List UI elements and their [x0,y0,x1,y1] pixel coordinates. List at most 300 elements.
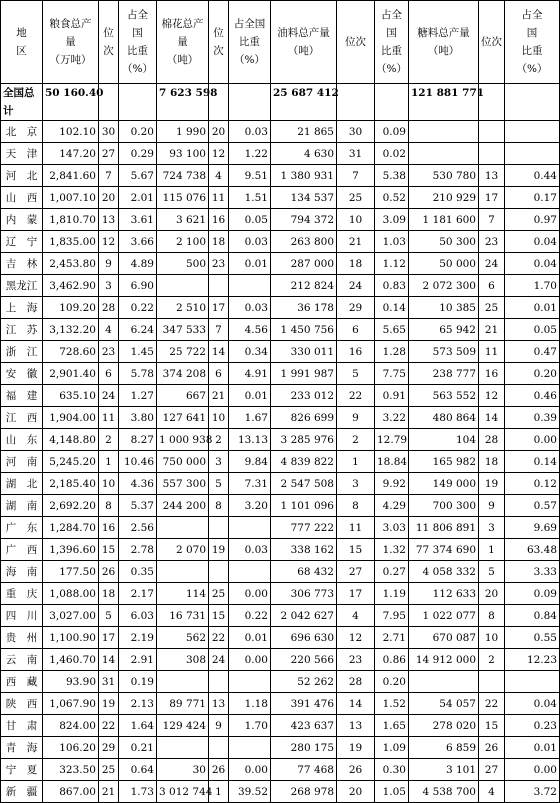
cell-sugar-share: 0.04 [505,693,560,715]
cell-cotton-output: 129 424 [157,715,209,737]
cell-grain-rank: 6 [99,363,119,385]
cell-cotton-output: 16 731 [157,605,209,627]
cell-sugar-rank: 2 [479,649,505,671]
cell-oil-share: 5.65 [375,319,409,341]
cell-cotton-share: 0.03 [229,539,271,561]
cell-grain-rank: 8 [99,495,119,517]
cell-sugar-output: 1 181 600 [409,209,479,231]
cell-oil-share: 1.09 [375,737,409,759]
cell-grain-output: 4,148.80 [43,429,99,451]
cell-grain-share: 3.80 [119,407,157,429]
cell-oil-share: 0.52 [375,187,409,209]
cell-oil-share: 9.92 [375,473,409,495]
cell-oil-rank: 23 [337,649,375,671]
cell-oil-rank: 14 [337,693,375,715]
cell-sugar-output: 6 859 [409,737,479,759]
cell-cotton-rank: 13 [209,693,229,715]
cell-region: 黑龙江 [1,275,43,297]
cell-cotton-share: 3.20 [229,495,271,517]
cell-oil-share: 4.29 [375,495,409,517]
cell-sugar-output: 4 538 700 [409,781,479,803]
cell-region: 新 疆 [1,781,43,803]
table-row [1,583,560,605]
cell-cotton-rank [209,275,229,297]
header-region: 地 区 [1,1,43,84]
cell-cotton-output: 93 100 [157,143,209,165]
cell-oil-output: 36 178 [271,297,337,319]
cell-sugar-rank: 7 [479,209,505,231]
cell-grain-output: 1,904.00 [43,407,99,429]
cell-oil-rank: 28 [337,671,375,693]
cell-region: 四 川 [1,605,43,627]
table-row [1,517,560,539]
cell-oil-rank: 16 [337,341,375,363]
cell-grain-share: 5.78 [119,363,157,385]
cell-cotton-output: 2 070 [157,539,209,561]
cell-grain-share: 2.56 [119,517,157,539]
cell-oil-output: 391 476 [271,693,337,715]
cell-grain-output: 1,100.90 [43,627,99,649]
table-row [1,781,560,803]
cell-cotton-rank: 23 [209,253,229,275]
cell-grain-share: 5.67 [119,165,157,187]
table-row [1,737,560,759]
cell-region: 辽 宁 [1,231,43,253]
header-oil-output: 油料总产量 （吨） [271,1,337,84]
table-row [1,231,560,253]
cell-grain-share: 1.73 [119,781,157,803]
table-row [1,473,560,495]
cell-grain-rank: 15 [99,539,119,561]
cell-grain-share: 6.24 [119,319,157,341]
cell-sugar-share: 12.23 [505,649,560,671]
cell-grain-share: 4.36 [119,473,157,495]
cell-sugar-share: 63.48 [505,539,560,561]
empty-cell [505,84,560,121]
cell-oil-rank: 13 [337,715,375,737]
cell-cotton-share: 0.00 [229,759,271,781]
cell-cotton-rank: 3 [209,451,229,473]
cell-cotton-rank: 17 [209,297,229,319]
cell-sugar-output [409,671,479,693]
cell-grain-share: 0.22 [119,297,157,319]
header-row [1,1,560,84]
cell-oil-output: 21 865 [271,121,337,143]
cell-oil-rank: 24 [337,275,375,297]
cell-cotton-share [229,737,271,759]
cell-oil-share: 1.65 [375,715,409,737]
table-row [1,385,560,407]
cell-cotton-share: 7.31 [229,473,271,495]
cell-region: 浙 江 [1,341,43,363]
cell-grain-output: 3,132.20 [43,319,99,341]
cell-cotton-output: 750 000 [157,451,209,473]
cell-grain-rank: 7 [99,165,119,187]
cell-cotton-share: 1.51 [229,187,271,209]
cell-sugar-output: 11 806 891 [409,517,479,539]
cell-grain-output: 3,462.90 [43,275,99,297]
cell-cotton-share: 0.22 [229,605,271,627]
cell-oil-rank: 12 [337,627,375,649]
cell-region: 山 东 [1,429,43,451]
cell-grain-output: 93.90 [43,671,99,693]
cell-grain-rank: 19 [99,693,119,715]
cell-grain-share: 3.66 [119,231,157,253]
cell-grain-output: 867.00 [43,781,99,803]
cell-sugar-share: 0.00 [505,759,560,781]
cell-cotton-rank: 18 [209,231,229,253]
cell-oil-share: 5.38 [375,165,409,187]
table-row [1,253,560,275]
cell-grain-rank: 21 [99,781,119,803]
header-oil-rank: 位次 [337,1,375,84]
cell-cotton-output: 1 000 938 [157,429,209,451]
cell-grain-output: 3,027.00 [43,605,99,627]
cell-cotton-share [229,517,271,539]
cell-oil-share: 1.05 [375,781,409,803]
cell-sugar-output: 65 942 [409,319,479,341]
cell-oil-rank: 26 [337,759,375,781]
cell-oil-share: 1.28 [375,341,409,363]
cell-grain-output: 1,007.10 [43,187,99,209]
cell-cotton-output: 25 722 [157,341,209,363]
cell-oil-rank: 3 [337,473,375,495]
cell-grain-rank: 18 [99,583,119,605]
cell-cotton-output: 89 771 [157,693,209,715]
cell-sugar-share [505,671,560,693]
cell-grain-output: 824.00 [43,715,99,737]
header-oil-share: 占全 国 比重 （%） [375,1,409,84]
cell-sugar-output: 238 777 [409,363,479,385]
cell-grain-rank: 28 [99,297,119,319]
cell-region: 山 西 [1,187,43,209]
cell-sugar-share: 0.01 [505,737,560,759]
cell-grain-share: 4.89 [119,253,157,275]
cell-oil-share: 1.03 [375,231,409,253]
cell-oil-output: 68 432 [271,561,337,583]
header-cotton-rank: 位 次 [209,1,229,84]
cell-cotton-share: 0.00 [229,583,271,605]
cell-sugar-share: 0.12 [505,473,560,495]
cell-oil-rank: 21 [337,231,375,253]
cell-cotton-output [157,671,209,693]
cell-cotton-output [157,737,209,759]
cell-grain-share: 2.17 [119,583,157,605]
cell-grain-rank: 4 [99,319,119,341]
cell-sugar-output: 112 633 [409,583,479,605]
cell-oil-output: 1 450 756 [271,319,337,341]
cell-sugar-rank: 23 [479,231,505,253]
cell-grain-rank: 14 [99,649,119,671]
cell-grain-share: 1.45 [119,341,157,363]
cell-sugar-rank: 28 [479,429,505,451]
cell-sugar-output: 149 000 [409,473,479,495]
cell-sugar-rank: 18 [479,451,505,473]
cell-sugar-output [409,121,479,143]
cell-oil-rank: 6 [337,319,375,341]
cell-cotton-rank: 20 [209,121,229,143]
cell-cotton-rank: 11 [209,187,229,209]
table-row [1,561,560,583]
header-grain-rank: 位 次 [99,1,119,84]
cell-oil-rank: 2 [337,429,375,451]
cell-region: 青 海 [1,737,43,759]
cell-sugar-output [409,143,479,165]
cell-oil-share: 0.14 [375,297,409,319]
cell-cotton-output: 562 [157,627,209,649]
cell-cotton-share [229,275,271,297]
cell-cotton-rank: 25 [209,583,229,605]
cell-oil-share: 0.02 [375,143,409,165]
cell-cotton-rank: 7 [209,319,229,341]
cell-grain-rank: 25 [99,759,119,781]
cell-oil-rank: 1 [337,451,375,473]
cell-oil-output: 777 222 [271,517,337,539]
cell-oil-rank: 19 [337,737,375,759]
cell-grain-rank: 30 [99,121,119,143]
cell-grain-share: 0.19 [119,671,157,693]
cell-sugar-output: 54 057 [409,693,479,715]
cell-cotton-share: 39.52 [229,781,271,803]
cell-sugar-output: 1 022 077 [409,605,479,627]
cell-sugar-rank: 19 [479,473,505,495]
cell-sugar-rank [479,671,505,693]
cell-oil-rank: 7 [337,165,375,187]
cell-oil-output: 268 978 [271,781,337,803]
table-row [1,539,560,561]
cell-cotton-output: 244 200 [157,495,209,517]
cell-sugar-rank: 13 [479,165,505,187]
cell-region: 安 徽 [1,363,43,385]
cell-cotton-share: 1.67 [229,407,271,429]
cell-cotton-rank: 5 [209,473,229,495]
cell-sugar-share: 0.01 [505,297,560,319]
table-row [1,407,560,429]
cell-cotton-output: 127 641 [157,407,209,429]
cell-grain-output: 1,810.70 [43,209,99,231]
cell-oil-share: 3.03 [375,517,409,539]
cell-oil-share: 1.32 [375,539,409,561]
empty-cell [375,84,409,121]
table-row [1,297,560,319]
cell-grain-rank: 12 [99,231,119,253]
cell-cotton-share: 0.01 [229,385,271,407]
cell-grain-output: 109.20 [43,297,99,319]
cell-oil-share: 1.52 [375,693,409,715]
table-row [1,319,560,341]
cell-cotton-output: 724 738 [157,165,209,187]
cell-sugar-share: 0.39 [505,407,560,429]
cell-sugar-rank [479,143,505,165]
cell-region: 天 津 [1,143,43,165]
cell-oil-rank: 11 [337,517,375,539]
cell-grain-rank: 22 [99,715,119,737]
cell-grain-rank: 26 [99,561,119,583]
cell-oil-rank: 15 [337,539,375,561]
cell-oil-share: 0.91 [375,385,409,407]
cell-sugar-rank: 17 [479,187,505,209]
cell-sugar-share: 0.05 [505,319,560,341]
cell-cotton-share: 0.03 [229,297,271,319]
cell-region: 广 西 [1,539,43,561]
cell-cotton-rank [209,517,229,539]
cell-sugar-rank: 16 [479,363,505,385]
cell-sugar-rank: 1 [479,539,505,561]
cell-cotton-output: 500 [157,253,209,275]
cell-sugar-share: 1.70 [505,275,560,297]
cell-cotton-output: 3 012 744 [157,781,209,803]
cell-cotton-rank [209,737,229,759]
cell-grain-rank: 20 [99,187,119,209]
cell-oil-share: 0.83 [375,275,409,297]
cell-sugar-rank: 14 [479,407,505,429]
cell-cotton-rank: 15 [209,605,229,627]
cell-grain-output: 1,460.70 [43,649,99,671]
cell-cotton-output: 557 300 [157,473,209,495]
table-row [1,209,560,231]
cell-grain-share: 1.27 [119,385,157,407]
cell-sugar-rank: 24 [479,253,505,275]
cell-oil-output: 423 637 [271,715,337,737]
cell-sugar-share: 0.20 [505,363,560,385]
cell-sugar-rank: 12 [479,385,505,407]
cell-cotton-rank: 21 [209,385,229,407]
cell-sugar-share: 0.14 [505,451,560,473]
table-row [1,143,560,165]
cell-oil-share: 0.20 [375,671,409,693]
cell-oil-output: 2 547 508 [271,473,337,495]
cell-grain-output: 2,692.20 [43,495,99,517]
cell-sugar-output: 700 300 [409,495,479,517]
cell-region: 重 庆 [1,583,43,605]
cell-grain-share: 8.27 [119,429,157,451]
table-row [1,649,560,671]
cell-oil-output: 826 699 [271,407,337,429]
cell-sugar-output: 165 982 [409,451,479,473]
cell-grain-output: 323.50 [43,759,99,781]
cell-oil-output: 280 175 [271,737,337,759]
header-cotton-output: 棉花总产 量 （吨） [157,1,209,84]
cell-grain-share: 1.64 [119,715,157,737]
cell-grain-share: 2.01 [119,187,157,209]
cell-oil-output: 4 630 [271,143,337,165]
cell-region: 北 京 [1,121,43,143]
cell-oil-output: 1 991 987 [271,363,337,385]
cell-sugar-rank: 20 [479,583,505,605]
cell-cotton-rank [209,671,229,693]
cell-oil-output: 3 285 976 [271,429,337,451]
cell-grain-share: 3.61 [119,209,157,231]
cell-region: 陕 西 [1,693,43,715]
cell-cotton-share: 0.01 [229,627,271,649]
cell-oil-output: 794 372 [271,209,337,231]
cell-cotton-output: 2 510 [157,297,209,319]
cell-region: 河 北 [1,165,43,187]
cell-region: 宁 夏 [1,759,43,781]
table-row [1,165,560,187]
cell-oil-share: 3.22 [375,407,409,429]
cell-grain-rank: 2 [99,429,119,451]
cell-sugar-rank: 15 [479,715,505,737]
empty-cell [229,84,271,121]
table-row [1,429,560,451]
cell-cotton-share: 1.70 [229,715,271,737]
cell-oil-share: 18.84 [375,451,409,473]
cell-cotton-rank: 24 [209,649,229,671]
header-sugar-output: 糖料总产量 （吨） [409,1,479,84]
cell-cotton-share: 13.13 [229,429,271,451]
cell-grain-rank: 24 [99,385,119,407]
cell-cotton-rank: 6 [209,363,229,385]
cell-cotton-output [157,517,209,539]
cell-oil-output: 4 839 822 [271,451,337,473]
cell-sugar-output: 50 300 [409,231,479,253]
cell-oil-output: 77 468 [271,759,337,781]
cell-sugar-rank: 22 [479,693,505,715]
total-sugar: 121 881 771 [409,84,479,121]
cell-grain-output: 1,088.00 [43,583,99,605]
cell-oil-output: 52 262 [271,671,337,693]
cell-cotton-share [229,561,271,583]
cell-grain-output: 5,245.20 [43,451,99,473]
cell-sugar-output: 278 020 [409,715,479,737]
cell-sugar-share: 0.55 [505,627,560,649]
cell-sugar-output: 573 509 [409,341,479,363]
cell-sugar-share: 0.00 [505,429,560,451]
cell-oil-rank: 9 [337,407,375,429]
cell-grain-share: 0.35 [119,561,157,583]
cell-sugar-share: 0.57 [505,495,560,517]
cell-region: 广 东 [1,517,43,539]
cell-grain-share: 6.90 [119,275,157,297]
cell-grain-rank: 13 [99,209,119,231]
cell-sugar-output: 563 552 [409,385,479,407]
cell-grain-share: 0.29 [119,143,157,165]
cell-grain-share: 2.19 [119,627,157,649]
cell-cotton-rank: 14 [209,341,229,363]
cell-grain-output: 1,067.90 [43,693,99,715]
cell-sugar-output: 77 374 690 [409,539,479,561]
cell-oil-output: 330 011 [271,341,337,363]
cell-sugar-share [505,143,560,165]
cell-grain-share: 5.37 [119,495,157,517]
cell-grain-output: 728.60 [43,341,99,363]
cell-oil-share: 0.27 [375,561,409,583]
total-grain: 50 160.40 [43,84,99,121]
cell-grain-rank: 27 [99,143,119,165]
cell-grain-output: 1,835.00 [43,231,99,253]
header-sugar-rank: 位次 [479,1,505,84]
cell-oil-rank: 27 [337,561,375,583]
cell-cotton-output: 667 [157,385,209,407]
cell-grain-share: 2.91 [119,649,157,671]
cell-sugar-rank: 26 [479,737,505,759]
header-grain-output: 粮食总产 量 （万吨） [43,1,99,84]
cell-grain-share: 2.78 [119,539,157,561]
empty-cell [119,84,157,121]
table-row [1,495,560,517]
cell-sugar-output: 480 864 [409,407,479,429]
cell-sugar-rank: 3 [479,517,505,539]
cell-sugar-share: 0.97 [505,209,560,231]
cell-sugar-output: 210 929 [409,187,479,209]
cell-sugar-share: 0.84 [505,605,560,627]
total-cotton: 7 623 598 [157,84,209,121]
cell-sugar-share [505,121,560,143]
cell-sugar-rank: 9 [479,495,505,517]
cell-cotton-rank: 19 [209,539,229,561]
table-row [1,627,560,649]
